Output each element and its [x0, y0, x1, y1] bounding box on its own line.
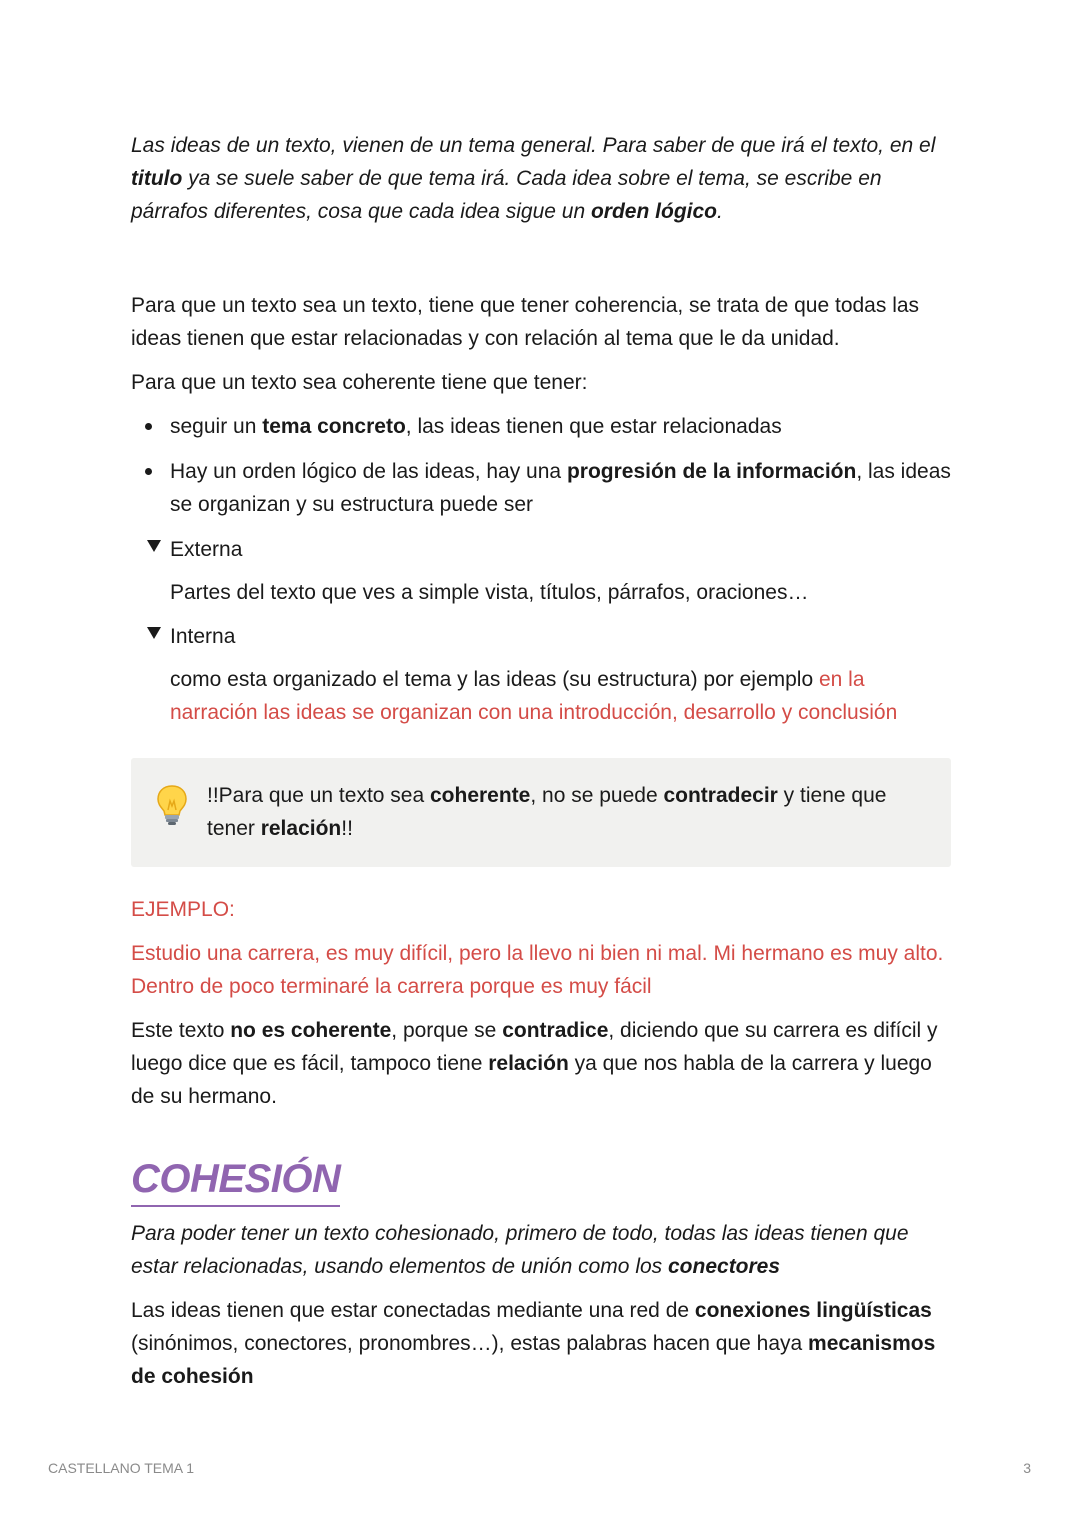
toggle-title: Externa: [170, 538, 243, 561]
bullet-icon: [145, 468, 152, 475]
list-text: , las ideas tienen que estar relacionadas: [405, 415, 782, 438]
explain-bold: contradice: [502, 1019, 609, 1042]
intro-paragraph: [131, 129, 951, 228]
cohesion-text: Las ideas tienen que estar conectadas mediante una red de: [131, 1299, 695, 1322]
cohesion-text: (sinónimos, conectores, pronombres…), estas palabras hacen que haya: [131, 1332, 809, 1355]
toggle-triangle-icon[interactable]: [147, 540, 161, 552]
toggle-title: Interna: [170, 625, 236, 648]
list-text: , las ideas se organizan y su estructura puede ser: [170, 460, 951, 516]
callout-part: !!Para que un texto sea: [207, 784, 430, 807]
explain-bold: no es coherente: [230, 1019, 392, 1042]
list-item: [131, 410, 951, 443]
coherence-list: [131, 410, 951, 521]
callout-text: [207, 779, 913, 845]
page-number: 3: [1023, 1460, 1031, 1476]
callout-bold: coherente: [429, 784, 531, 807]
explain-part: , diciendo que su carrera es difícil y luego dice que es fácil, tampoco tiene: [131, 1019, 938, 1075]
callout-part: y tiene que tener: [207, 784, 887, 840]
explain-part: Este texto: [131, 1019, 231, 1042]
callout-part: !!: [341, 817, 353, 840]
toggle-triangle-icon[interactable]: [147, 627, 161, 639]
lightbulb-icon: [155, 784, 189, 826]
intro-text: ya se suele saber de que tema irá. Cada idea sobre el tema, se escribe en párrafos diferentes, cosa que cada idea sigue un: [131, 167, 882, 223]
toggle-interna: [131, 620, 951, 729]
intro-text: .: [716, 200, 723, 223]
cohesion-intro-text: Para poder tener un texto cohesionado, primero de todo, todas las ideas tienen que estar relacionadas, usando elementos de unión como los: [131, 1222, 909, 1278]
explain-bold: relación: [488, 1052, 569, 1075]
example-explanation: [131, 1014, 951, 1113]
cohesion-paragraph: [131, 1294, 951, 1393]
callout-bold: relación: [260, 817, 342, 840]
toggle-header-externa[interactable]: [131, 533, 951, 566]
list-bold: tema concreto: [262, 415, 406, 438]
cohesion-intro-bold: conectores: [668, 1255, 781, 1278]
toggle-externa: [131, 533, 951, 609]
coherence-lead: Para que un texto sea coherente tiene que tener:: [131, 371, 588, 394]
intro-bold-titulo: titulo: [131, 167, 183, 190]
toggle-body-interna: [131, 663, 951, 729]
example-label: EJEMPLO:: [131, 898, 235, 921]
coherence-paragraph: Para que un texto sea un texto, tiene que tener coherencia, se trata de que todas las ideas tienen que estar relacionadas y con relación al tema que le da unidad.: [131, 294, 920, 350]
callout-bold: contradecir: [663, 784, 778, 807]
intro-text: Las ideas de un texto, vienen de un tema general. Para saber de que irá el texto, en el: [131, 134, 936, 157]
list-item: [131, 455, 951, 521]
list-text: seguir un: [170, 415, 263, 438]
bullet-icon: [145, 423, 152, 430]
cohesion-heading: COHESIÓN: [131, 1153, 340, 1207]
explain-part: ya que nos habla de la carrera y luego de su hermano.: [131, 1052, 932, 1108]
footer-title: CASTELLANO TEMA 1: [48, 1460, 195, 1476]
toggle-body-red-text: en la narración las ideas se organizan con una introducción, desarrollo y conclusión: [170, 668, 898, 724]
toggle-header-interna[interactable]: [131, 620, 951, 653]
toggle-body-text: como esta organizado el tema y las ideas (su estructura) por ejemplo: [170, 668, 819, 691]
example-text: Estudio una carrera, es muy difícil, pero la llevo ni bien ni mal. Mi hermano es muy alto. Dentro de poco terminaré la carrera porque es muy fácil: [131, 942, 944, 998]
list-bold: progresión de la información: [566, 460, 857, 483]
explain-part: , porque se: [391, 1019, 503, 1042]
list-text: Hay un orden lógico de las ideas, hay una: [170, 460, 567, 483]
toggle-body-externa: Partes del texto que ves a simple vista, títulos, párrafos, oraciones…: [170, 581, 809, 604]
cohesion-intro: [131, 1217, 951, 1283]
intro-bold-orden: orden lógico: [590, 200, 717, 223]
cohesion-bold: conexiones lingüísticas: [694, 1299, 932, 1322]
callout-box: [131, 758, 951, 867]
page-content: [131, 129, 951, 1393]
cohesion-bold: mecanismos de cohesión: [131, 1332, 936, 1388]
callout-part: , no se puede: [530, 784, 664, 807]
